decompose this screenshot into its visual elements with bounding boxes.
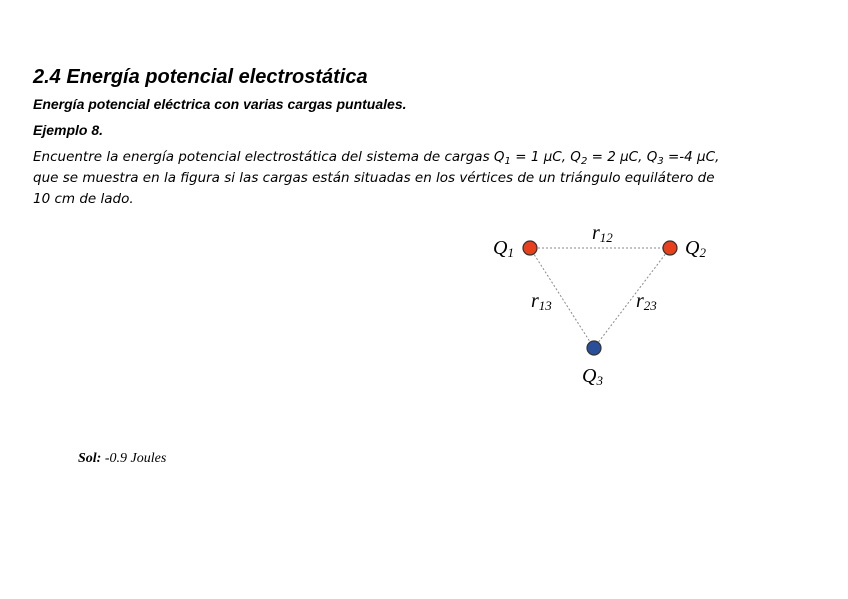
- label-q1: Q1: [493, 237, 514, 260]
- section-subtitle: Energía potencial eléctrica con varias cargas puntuales.: [33, 96, 407, 112]
- solution-value: -0.9 Joules: [101, 451, 167, 466]
- charge-q2-value: = 2 μC,: [587, 149, 647, 165]
- label-q3: Q3: [582, 365, 603, 388]
- example-heading: Ejemplo 8.: [33, 122, 104, 138]
- charge-q3-value: =-4 μC,: [663, 149, 720, 165]
- problem-text-intro: Encuentre la energía potencial electrostática del sistema de cargas: [33, 149, 494, 165]
- side-r23: [594, 248, 670, 348]
- problem-line-2: que se muestra en la figura si las cargas están situadas en los vértices de un triángulo equilátero de: [33, 170, 715, 186]
- charge-q1-dot: [523, 241, 537, 255]
- charge-q1-symbol: Q: [493, 149, 505, 165]
- section-title: 2.4 Energía potencial electrostática: [33, 66, 368, 88]
- charge-q1-subscript: 1: [504, 156, 511, 167]
- solution-label: Sol:: [78, 451, 102, 466]
- label-r13: r13: [531, 290, 552, 313]
- problem-line-3: 10 cm de lado.: [33, 191, 134, 207]
- charge-q2-symbol: Q: [570, 149, 581, 165]
- label-r23: r23: [636, 290, 657, 313]
- charge-q2-dot: [663, 241, 677, 255]
- charge-q3-subscript: 3: [657, 156, 664, 167]
- problem-line-1: [33, 147, 773, 168]
- charge-q3-dot: [587, 341, 601, 355]
- solution-line: [78, 451, 166, 467]
- label-r12: r12: [592, 222, 613, 245]
- problem-statement: [33, 147, 773, 210]
- charge-q1-value: = 1 μC,: [510, 149, 571, 165]
- charge-q2-subscript: 2: [580, 156, 588, 167]
- label-q2: Q2: [685, 237, 706, 260]
- charge-triangle-diagram: [480, 215, 730, 395]
- charge-q3-symbol: Q: [646, 149, 658, 165]
